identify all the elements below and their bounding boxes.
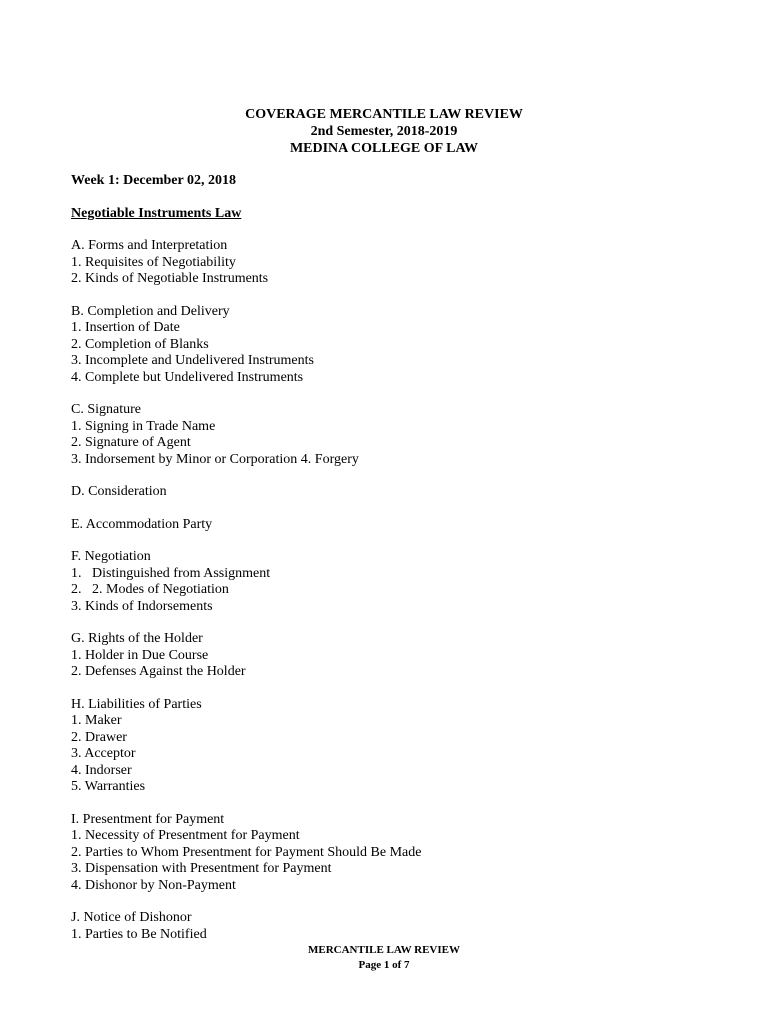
outline-section <box>71 812 711 895</box>
section-item: 2. Parties to Whom Presentment for Payment Should Be Made <box>71 844 422 860</box>
outline-section <box>71 697 711 796</box>
document-header <box>0 106 768 157</box>
section-item: 4. Complete but Undelivered Instruments <box>71 369 304 385</box>
outline-section <box>71 517 711 534</box>
outline-section <box>71 549 711 615</box>
section-item: 3. Kinds of Indorsements <box>71 598 213 614</box>
page-footer <box>0 943 768 973</box>
section-title: G. Rights of the Holder <box>71 631 203 646</box>
outline-section <box>71 484 711 501</box>
subject-heading: Negotiable Instruments Law <box>71 205 242 221</box>
section-item: 1. Signing in Trade Name <box>71 418 216 434</box>
section-item: 3. Incomplete and Undelivered Instruments <box>71 353 314 368</box>
section-title: I. Presentment for Payment <box>71 811 225 827</box>
outline-section <box>71 910 711 943</box>
section-item: 1. Holder in Due Course <box>71 647 209 663</box>
section-item: 2. Defenses Against the Holder <box>71 664 246 679</box>
header-school: MEDINA COLLEGE OF LAW <box>289 141 479 156</box>
section-title: C. Signature <box>71 402 141 417</box>
section-item: 4. Indorser <box>71 762 132 778</box>
section-item: 1. Distinguished from Assignment <box>71 565 271 581</box>
section-item: 3. Indorsement by Minor or Corporation 4. Forgery <box>71 451 359 467</box>
outline-sections <box>71 238 711 943</box>
section-item: 2. Completion of Blanks <box>71 336 209 352</box>
section-item: 1. Requisites of Negotiability <box>71 254 236 270</box>
section-item: 3. Acceptor <box>71 746 136 761</box>
section-item: 2. Drawer <box>71 729 127 745</box>
header-title: COVERAGE MERCANTILE LAW REVIEW <box>245 107 523 122</box>
outline-section <box>71 631 711 681</box>
section-title: B. Completion and Delivery <box>71 303 230 319</box>
section-title: A. Forms and Interpretation <box>71 238 228 253</box>
footer-title: MERCANTILE LAW REVIEW <box>308 944 460 956</box>
section-title: H. Liabilities of Parties <box>71 696 202 712</box>
outline-section <box>71 238 711 288</box>
section-item: 1. Necessity of Presentment for Payment <box>71 828 300 843</box>
section-item: 1. Insertion of Date <box>71 320 180 335</box>
outline-section <box>71 304 711 387</box>
section-item: 1. Parties to Be Notified <box>71 926 207 942</box>
section-item: 2. Signature of Agent <box>71 435 191 450</box>
header-semester: 2nd Semester, 2018-2019 <box>310 124 458 139</box>
document-body <box>71 173 711 959</box>
page-number: Page 1 of 7 <box>358 959 410 971</box>
section-title: J. Notice of Dishonor <box>71 910 192 925</box>
section-item: 4. Dishonor by Non-Payment <box>71 877 236 893</box>
section-title: E. Accommodation Party <box>71 516 213 532</box>
section-item: 1. Maker <box>71 713 122 728</box>
section-item: 5. Warranties <box>71 779 146 794</box>
week-heading: Week 1: December 02, 2018 <box>71 173 236 188</box>
section-item: 2. Kinds of Negotiable Instruments <box>71 271 269 286</box>
section-title: F. Negotiation <box>71 549 151 564</box>
section-title: D. Consideration <box>71 484 167 499</box>
outline-section <box>71 402 711 468</box>
section-item: 3. Dispensation with Presentment for Payment <box>71 861 332 876</box>
section-item: 2. 2. Modes of Negotiation <box>71 582 229 597</box>
